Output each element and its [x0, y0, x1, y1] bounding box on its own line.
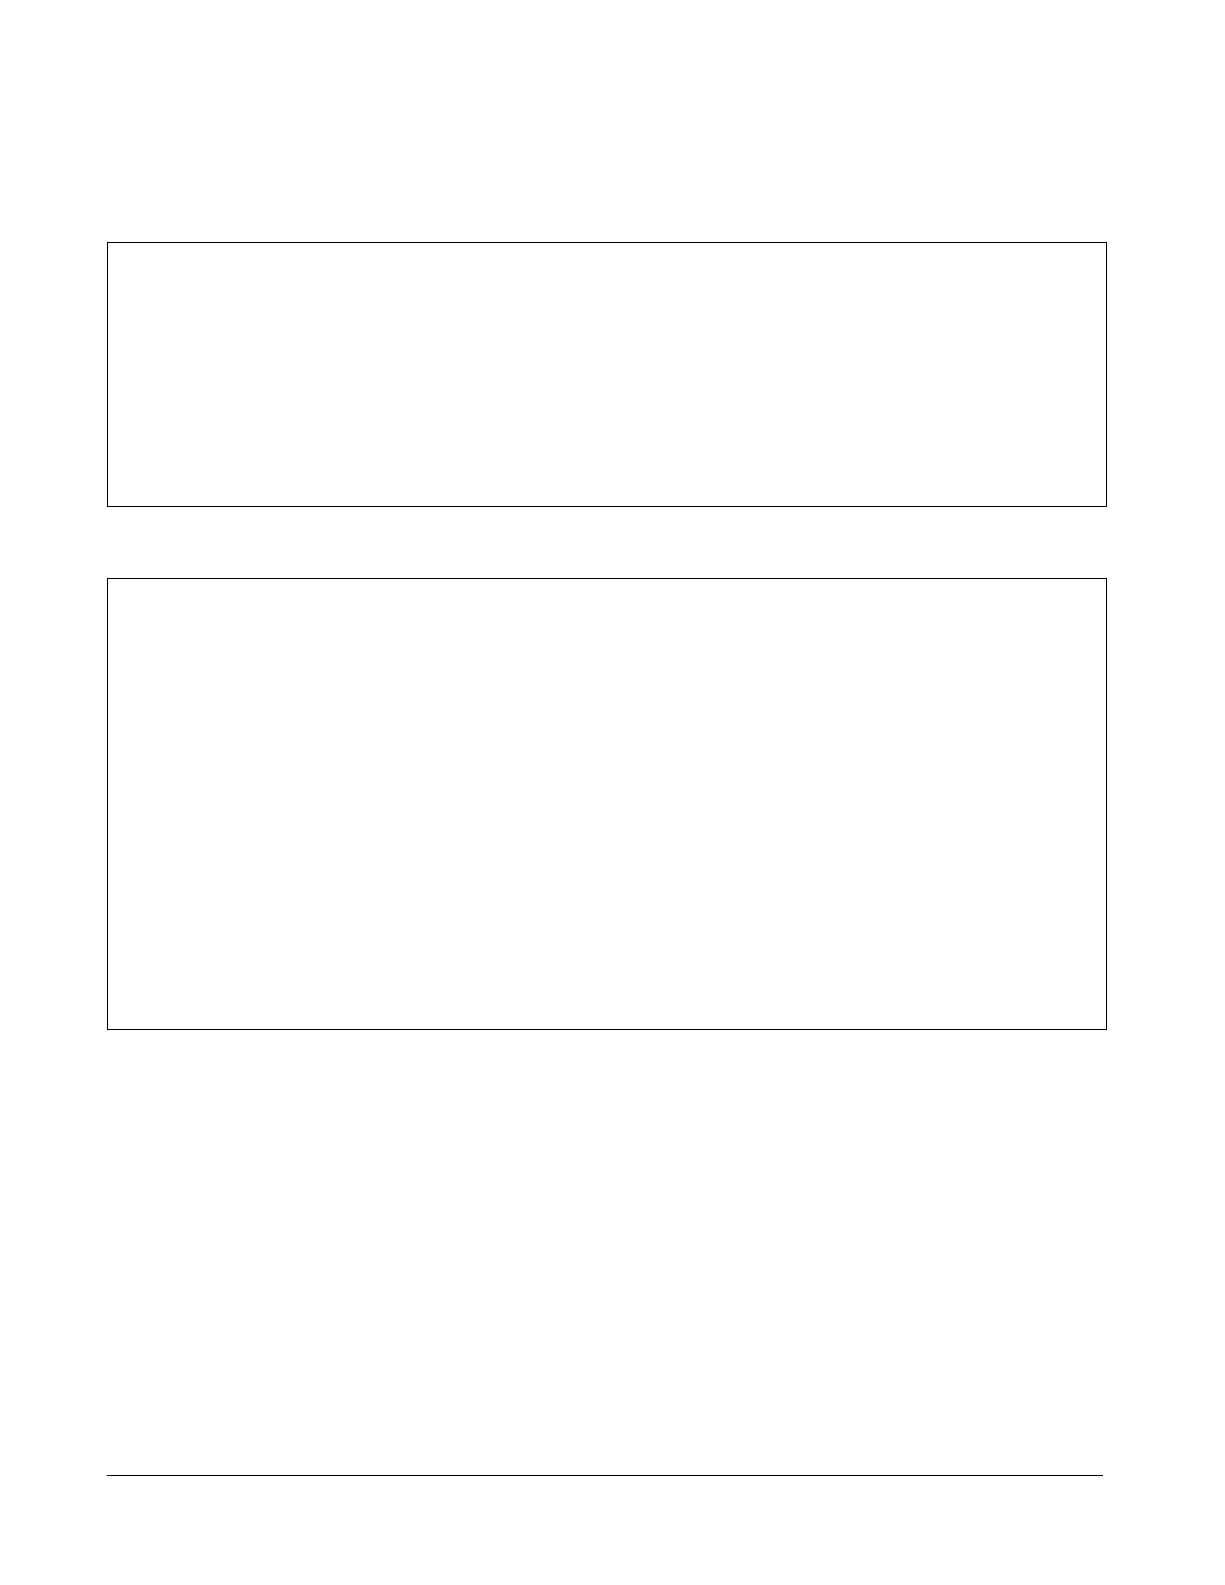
- write-timing-diagram: [107, 242, 1107, 507]
- write-timing-svg: [108, 243, 1106, 506]
- read-timing-diagram: [107, 578, 1107, 1030]
- footer-rule: [107, 1475, 1103, 1476]
- read-timing-svg: [108, 579, 1106, 1029]
